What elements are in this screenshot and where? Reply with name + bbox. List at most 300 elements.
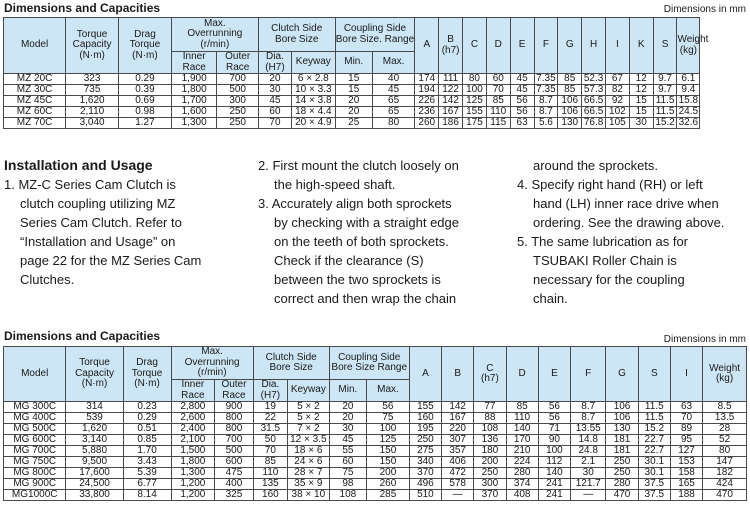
table-cell: 112 (538, 457, 570, 468)
table-cell: 1,300 (171, 118, 217, 129)
table-cell: 325 (215, 490, 254, 501)
coupling-bore-header: Coupling Side Bore Size. Range (335, 18, 415, 52)
max-header: Max. (367, 380, 410, 402)
table-cell: 408 (506, 490, 538, 501)
table-row (4, 107, 747, 118)
e-header: E (510, 18, 534, 74)
table-cell: 37.5 (638, 479, 670, 490)
table-row (4, 490, 747, 501)
table-cell: 122 (439, 85, 463, 96)
section1-units: Dimensions in mm (663, 4, 746, 15)
table-cell: 20 (335, 107, 372, 118)
install-step-5: 5. The same lubrication as for TSUBAKI Roller Chain is necessary for the coupling chain. (517, 234, 689, 306)
c-header: C (h7) (474, 347, 506, 402)
model-header: Model (4, 18, 66, 74)
table-cell: 147 (703, 457, 747, 468)
table-cell: 241 (538, 490, 570, 501)
table-cell: 370 (474, 490, 506, 501)
model-cell: MG 500C (4, 424, 66, 435)
table-cell: 260 (367, 479, 410, 490)
table-body (4, 402, 747, 501)
table-cell: 496 (409, 479, 441, 490)
table-cell: 100 (367, 424, 410, 435)
table-cell: 45 (372, 85, 415, 96)
s-header: S (653, 18, 677, 74)
table-cell: 155 (409, 402, 441, 413)
table-cell: 2,600 (171, 413, 215, 424)
table-cell: 106 (558, 96, 582, 107)
table-cell: 40 (372, 74, 415, 85)
table-cell: 175 (463, 118, 487, 129)
table-cell: 80 (463, 74, 487, 85)
table-cell: 25 (335, 118, 372, 129)
table-cell: 100 (463, 85, 487, 96)
table-cell: 241 (538, 479, 570, 490)
table-cell: 0.23 (123, 402, 171, 413)
table-cell: 300 (474, 479, 506, 490)
table-cell: 1,700 (171, 96, 217, 107)
install-title: Installation and Usage (4, 157, 153, 173)
model-cell: MG 700C (4, 446, 66, 457)
table-cell: 85 (486, 96, 510, 107)
table-cell: 106 (606, 413, 638, 424)
table-cell: 56 (510, 96, 534, 107)
table-cell: 14 × 3.8 (292, 96, 336, 107)
table-cell: 130 (558, 118, 582, 129)
table-cell: 250 (474, 468, 506, 479)
table-cell: 6 × 2.8 (292, 74, 336, 85)
table-cell: 9,500 (66, 457, 123, 468)
table-cell: 85 (506, 402, 538, 413)
table-cell: 155 (463, 107, 487, 118)
g-header: G (606, 347, 638, 402)
table-cell: 24.5 (678, 106, 699, 118)
table-cell: 142 (442, 402, 474, 413)
table-cell: 2,110 (66, 107, 119, 118)
model-cell: MG 600C (4, 435, 66, 446)
table-cell: 77 (474, 402, 506, 413)
table-cell: 1,620 (66, 424, 123, 435)
table-row (4, 479, 747, 490)
table-cell: 70 (670, 413, 702, 424)
table-cell: 110 (506, 413, 538, 424)
table-cell: 153 (670, 457, 702, 468)
table-cell: 111 (439, 74, 463, 85)
d-header: D (506, 347, 538, 402)
table-cell: 75 (367, 413, 410, 424)
c-header: C (463, 18, 487, 74)
model-cell: MG 750C (4, 457, 66, 468)
model-cell: MZ 60C (4, 107, 66, 118)
table-cell: 60 (329, 457, 366, 468)
table-cell: 125 (463, 96, 487, 107)
table-cell: 539 (66, 413, 123, 424)
table-cell: 250 (409, 435, 441, 446)
table-cell: 1,800 (171, 457, 215, 468)
table-cell: 8.7 (571, 402, 606, 413)
table-cell: 406 (442, 457, 474, 468)
table-cell: 9.4 (677, 85, 700, 96)
install-column-1 (4, 175, 249, 289)
table-cell: 60 (258, 107, 291, 118)
table-cell: 92 (605, 96, 629, 107)
table-cell: 18 × 4.4 (292, 107, 336, 118)
s-header: S (638, 347, 670, 402)
table-cell: 5,880 (66, 446, 123, 457)
table-cell: 0.85 (123, 435, 171, 446)
table-cell: 45 (329, 435, 366, 446)
table-cell: 95 (670, 435, 702, 446)
table-cell: 30 (258, 85, 291, 96)
table-cell: 8.7 (571, 413, 606, 424)
table-cell: 6.77 (123, 479, 171, 490)
table-cell: 37.5 (638, 490, 670, 501)
table-cell: 106 (558, 107, 582, 118)
table-cell: 106 (606, 402, 638, 413)
table-cell: 33,800 (66, 490, 123, 501)
f-header: F (534, 18, 558, 74)
model-cell: MZ 20C (4, 74, 66, 85)
table-cell: 66.5 (582, 107, 606, 118)
table-cell: 108 (329, 490, 366, 501)
table-cell: 12 (629, 74, 653, 85)
table-cell: 8.7 (534, 107, 558, 118)
table-cell: 5 × 2 (288, 413, 330, 424)
table-cell: 3.43 (123, 457, 171, 468)
table-cell: 32.6 (678, 117, 699, 129)
table-cell: 170 (506, 435, 538, 446)
table-cell: 70 (258, 118, 291, 129)
table-cell: 11.5 (653, 107, 677, 118)
torque-header: Torque Capacity (N·m) (66, 347, 123, 402)
install-step-1: 1. MZ-C Series Cam Clutch is clutch coupling utilizing MZ Series Cam Clutch. Refer to “Installation and Usage” on page 22 for the MZ Series Cam Clutches. (4, 177, 202, 287)
table-row (4, 424, 747, 435)
table-cell: 1,200 (171, 490, 215, 501)
table-cell: 400 (215, 479, 254, 490)
install-column-2 (258, 156, 513, 308)
table-cell: 186 (439, 118, 463, 129)
table-row (4, 435, 747, 446)
table-cell: 75 (329, 468, 366, 479)
table-cell: 8.14 (123, 490, 171, 501)
table-cell: 900 (215, 402, 254, 413)
table-cell: 57.3 (582, 85, 606, 96)
model-cell: MG 800C (4, 468, 66, 479)
table-cell: 45 (510, 74, 534, 85)
table-cell: 63 (670, 402, 702, 413)
table-cell: 50 (253, 435, 287, 446)
keyway-header: Keyway (292, 52, 336, 74)
torque-header: Torque Capacity (N·m) (66, 18, 119, 74)
table-cell: 374 (506, 479, 538, 490)
table-cell: 125 (367, 435, 410, 446)
table-cell: 15 (335, 74, 372, 85)
section2-units: Dimensions in mm (663, 334, 746, 345)
table-cell: 0.69 (119, 96, 172, 107)
clutch-bore-header: Clutch Side Bore Size (253, 347, 329, 380)
section1-title: Dimensions and Capacities (4, 1, 161, 15)
table-cell: 30.1 (638, 468, 670, 479)
table-cell: 135 (253, 479, 287, 490)
table-cell: 3,140 (66, 435, 123, 446)
table-cell: 24 × 6 (288, 457, 330, 468)
table-cell: 314 (66, 402, 123, 413)
table-cell: 22.7 (638, 435, 670, 446)
table-cell: 89 (670, 424, 702, 435)
table-cell: 102 (605, 107, 629, 118)
table-cell: 11.5 (638, 402, 670, 413)
install-column-3: around the sprockets. 4. Specify right hand (RH) or left hand (LH) inner race drive when ordering. See the drawing above. 5. The same lubrication as for TSUBAKI Roller Chain is necessary for the coupling chain. (517, 156, 749, 308)
table-cell: 10 × 3.3 (292, 85, 336, 96)
table-cell: 56 (367, 402, 410, 413)
inner-race-header: Inner Race (171, 380, 215, 402)
mg-spec-table (3, 346, 747, 501)
table-cell: 8.5 (703, 402, 747, 413)
table-cell: 15.8 (678, 95, 699, 107)
table-row (4, 402, 747, 413)
table-cell: 1,300 (171, 468, 215, 479)
table-cell: 500 (215, 446, 254, 457)
table-cell: 280 (606, 479, 638, 490)
table-cell: 285 (367, 490, 410, 501)
table-cell: 735 (66, 85, 119, 96)
table-cell: 65 (372, 107, 415, 118)
table-cell: 472 (442, 468, 474, 479)
table-cell: 140 (506, 424, 538, 435)
table-cell: 110 (486, 107, 510, 118)
weight-header: Weight (kg) (703, 347, 747, 402)
table-cell: 18 × 6 (288, 446, 330, 457)
table-cell: 174 (415, 74, 439, 85)
table-cell: 226 (415, 96, 439, 107)
table-cell: 0.39 (119, 85, 172, 96)
table-cell: 167 (442, 413, 474, 424)
table-header (4, 18, 747, 74)
table-cell: 108 (474, 424, 506, 435)
table-cell: 52.3 (582, 74, 606, 85)
table-cell: 2,100 (171, 435, 215, 446)
mz-spec-table (3, 17, 747, 129)
table-cell: 167 (439, 107, 463, 118)
table-cell: 20 (329, 402, 366, 413)
table-cell: 7.35 (534, 85, 558, 96)
table-cell: 24.8 (571, 446, 606, 457)
table-cell: 20 (258, 74, 291, 85)
table-cell: 28 (703, 424, 747, 435)
table-cell: 65 (372, 96, 415, 107)
k-header: K (629, 18, 653, 74)
table-cell: 80 (372, 118, 415, 129)
table-cell: 85 (558, 74, 582, 85)
a-header: A (409, 347, 441, 402)
model-cell: MG 900C (4, 479, 66, 490)
table-cell: 14.8 (571, 435, 606, 446)
table-cell: 181 (606, 435, 638, 446)
table-cell: 127 (670, 446, 702, 457)
table-cell: 280 (506, 468, 538, 479)
table-cell: 82 (605, 85, 629, 96)
table-cell: 98 (329, 479, 366, 490)
table-cell: 76.8 (582, 118, 606, 129)
table-row (4, 74, 747, 85)
table-row (4, 468, 747, 479)
table-cell: 24,500 (66, 479, 123, 490)
table-cell: 2,800 (171, 402, 215, 413)
table-cell: 20 (329, 413, 366, 424)
table-cell: 28 × 7 (288, 468, 330, 479)
table-cell: 63 (510, 118, 534, 129)
table-cell: 7 × 2 (288, 424, 330, 435)
model-cell: MZ 30C (4, 85, 66, 96)
table-cell: 500 (217, 85, 258, 96)
table-row (4, 96, 747, 107)
table-row (4, 457, 747, 468)
table-cell: 67 (605, 74, 629, 85)
table-cell: 38 × 10 (288, 490, 330, 501)
table-cell: 11.5 (653, 96, 677, 107)
table-cell: 1,900 (171, 74, 217, 85)
min-header: Min. (335, 52, 372, 74)
table-cell: 200 (474, 457, 506, 468)
table-cell: 115 (486, 118, 510, 129)
outer-race-header: Outer Race (215, 380, 254, 402)
table-cell: 20 × 4.9 (292, 118, 336, 129)
table-cell: 470 (606, 490, 638, 501)
model-header: Model (4, 347, 66, 402)
table-cell: 307 (442, 435, 474, 446)
table-cell: 13.55 (571, 424, 606, 435)
table-cell: 200 (367, 468, 410, 479)
table-row (4, 413, 747, 424)
table-cell: 1,600 (171, 107, 217, 118)
table-cell: 30.1 (638, 457, 670, 468)
table-cell: 45 (510, 85, 534, 96)
table-cell: 370 (409, 468, 441, 479)
table-cell: 182 (703, 468, 747, 479)
d-header: D (486, 18, 510, 74)
table-cell: 0.98 (119, 107, 172, 118)
table-cell: 31.5 (253, 424, 287, 435)
table-cell: 150 (367, 457, 410, 468)
table-cell: 150 (367, 446, 410, 457)
install-step-2: 2. First mount the clutch loosely on the high-speed shaft. (258, 158, 459, 192)
drag-header: Drag Torque (N·m) (119, 18, 172, 74)
table-cell: 0.29 (119, 74, 172, 85)
table-cell: 3,040 (66, 118, 119, 129)
table-cell: 357 (442, 446, 474, 457)
table-cell: 160 (409, 413, 441, 424)
table-cell: 250 (606, 457, 638, 468)
keyway-header: Keyway (288, 380, 330, 402)
table-cell: 236 (415, 107, 439, 118)
table-cell: 1.27 (119, 118, 172, 129)
table-cell: 2,400 (171, 424, 215, 435)
coupling-bore-header: Coupling Side Bore Size Range (329, 347, 409, 380)
g-header: G (558, 18, 582, 74)
table-cell: 1,200 (171, 479, 215, 490)
table-cell: 12 × 3.5 (288, 435, 330, 446)
table-cell: 323 (66, 74, 119, 85)
table-cell: 12 (629, 85, 653, 96)
table-cell: 470 (703, 490, 747, 501)
table-cell: 121.7 (571, 479, 606, 490)
table-row (4, 118, 747, 129)
table-cell: 22 (253, 413, 287, 424)
max-header: Max. (372, 52, 415, 74)
table-cell: 56 (538, 402, 570, 413)
table-cell: 260 (415, 118, 439, 129)
table-cell: 9.7 (653, 85, 677, 96)
table-cell: 210 (506, 446, 538, 457)
table-cell: 250 (217, 107, 258, 118)
table-cell: 700 (217, 74, 258, 85)
table-cell: — (571, 490, 606, 501)
table-cell: 105 (605, 118, 629, 129)
drag-header: Drag Torque (N·m) (123, 347, 171, 402)
a-header: A (415, 18, 439, 74)
b-header: B (h7) (439, 18, 463, 74)
table-cell: 15.2 (653, 118, 677, 129)
table-cell: 250 (217, 118, 258, 129)
min-header: Min. (329, 380, 366, 402)
b-header: B (442, 347, 474, 402)
table-cell: 800 (215, 413, 254, 424)
table-cell: 300 (217, 96, 258, 107)
model-cell: MZ 70C (4, 118, 66, 129)
table-cell: 110 (253, 468, 287, 479)
table-cell: 250 (606, 468, 638, 479)
table-cell: 510 (409, 490, 441, 501)
table-cell: 15 (629, 96, 653, 107)
table-cell: 60 (486, 74, 510, 85)
table-cell: 180 (474, 446, 506, 457)
outer-race-header: Outer Race (217, 52, 258, 74)
table-cell: 56 (510, 107, 534, 118)
table-cell: 136 (474, 435, 506, 446)
table-cell: 7.35 (534, 74, 558, 85)
table-cell: 130 (606, 424, 638, 435)
table-cell: 1,800 (171, 85, 217, 96)
table-cell: 85 (558, 85, 582, 96)
table-cell: 80 (703, 446, 747, 457)
model-cell: MG 300C (4, 402, 66, 413)
table-cell: 52 (703, 435, 747, 446)
table-cell: 224 (506, 457, 538, 468)
inner-race-header: Inner Race (171, 52, 217, 74)
table-cell: 475 (215, 468, 254, 479)
table-cell: 70 (486, 85, 510, 96)
table-cell: 35 × 9 (288, 479, 330, 490)
table-cell: — (442, 490, 474, 501)
table-cell: 8.7 (534, 96, 558, 107)
table-cell: 9.7 (653, 74, 677, 85)
table-cell: 30 (629, 118, 653, 129)
table-cell: 13.5 (703, 413, 747, 424)
table-cell: 340 (409, 457, 441, 468)
table-cell: 181 (606, 446, 638, 457)
model-cell: MG 400C (4, 413, 66, 424)
section2-title: Dimensions and Capacities (4, 329, 161, 343)
table-cell: 30 (571, 468, 606, 479)
table-cell: 85 (253, 457, 287, 468)
table-cell: 195 (409, 424, 441, 435)
table-cell: 142 (439, 96, 463, 107)
overrun-header: Max. Overrunning (r/min) (171, 347, 253, 380)
f-header: F (571, 347, 606, 402)
table-cell: 158 (670, 468, 702, 479)
weight-header: Weight (kg) (677, 18, 700, 74)
table-cell: 700 (215, 435, 254, 446)
